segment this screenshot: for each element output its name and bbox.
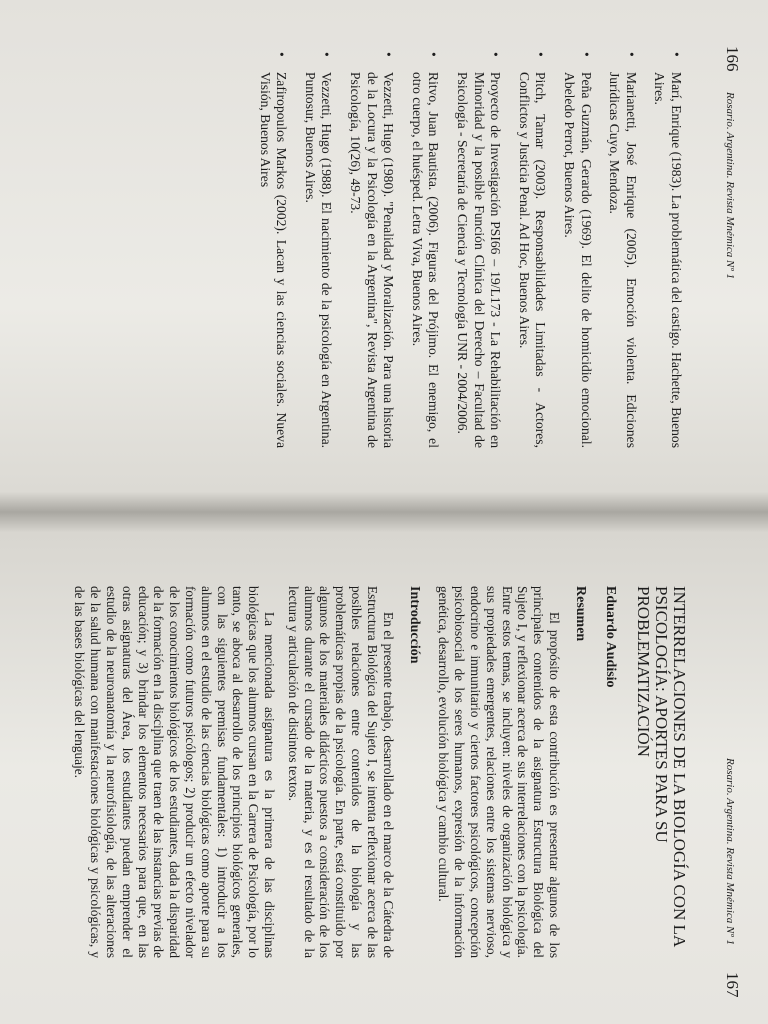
introduction-paragraph: En el presente trabajo, desarrollado en el marco de la Cátedra de Estructura Biológica del Sujeto I, se intenta reflexionar acerca de las posibles relaciones entre contenidos de la biología y las problemáticas propias de la psicología. En parte, está constituido por algunos de los materiales didácticos puestos a consideración de los alumnos durante el cursado de la materia, y es el resultado de la lectura y articulación de distintos textos. bbox=[285, 586, 396, 958]
introduction-body bbox=[72, 586, 396, 958]
bullet-icon: • bbox=[274, 52, 290, 57]
bibliography-text: Marí, Enrique (1983). La problemática del castigo. Hachette, Buenos Aires. bbox=[652, 72, 684, 448]
bullet-icon: • bbox=[488, 52, 504, 57]
bullet-icon: • bbox=[578, 52, 594, 57]
bibliography-entry bbox=[453, 52, 504, 448]
page-number-left: 166 bbox=[723, 46, 742, 72]
running-header-right: Rosario. Argentina. Revista Mnémica Nº 1 bbox=[724, 758, 736, 946]
bibliography-text: Marianetti, José Enrique (2005). Emoción violenta. Ediciones Jurídicas Cuyo, Mendoza. bbox=[607, 72, 639, 448]
bibliography-text: Zafiropoulos Markos (2002). Lacan y las ciencias sociales. Nueva Visión, Buenos Aires bbox=[257, 72, 290, 448]
left-page bbox=[0, 0, 768, 500]
introduction-paragraph: La mencionada asignatura es la primera de las disciplinas biológicas que los alumnos cursan en la Carrera de Psicología, por lo tanto, se aboca al desarrollo de los principios biológicos generales, con las siguientes premisas fundamentales: 1) introducir a los alumnos en el estudio de las ciencias biológicas como aporte para su formación como futuros psicólogos; 2) producir un efecto nivelador de los conocimientos biológicos de los estudiantes, dada la disparidad de la formación en la disciplina que traen de las instancias previas de educación; y 3) brindar los elementos necesarios para que, en las otras asignaturas del Área, los estudiantes puedan emprender el estudio de la neuroanatomía y la neurofisiología, de las alteraciones de la salud humana con manifestaciones biológicas y psicológicas, y de las bases biológicas del lenguaje. bbox=[72, 586, 278, 958]
bibliography-text: Ritvo, Juan Bautista. (2006). Figuras del Prójimo. El enemigo, el otro cuerpo, el huésped. Letra Viva, Buenos Aires. bbox=[409, 72, 442, 448]
bibliography-entry bbox=[515, 52, 549, 448]
article-body bbox=[64, 586, 688, 958]
bibliography-entry bbox=[408, 52, 442, 448]
bullet-icon: • bbox=[669, 52, 684, 57]
page-number-right: 167 bbox=[723, 972, 742, 998]
abstract-heading: Resumen bbox=[573, 586, 588, 642]
bibliography-entry bbox=[606, 52, 639, 448]
right-page bbox=[0, 524, 768, 1024]
bullet-icon: • bbox=[381, 52, 397, 57]
bibliography-text: Peña Guzmán, Gerardo (1969). El delito de homicidio emocional. Abeledo Perrot, Buenos Aires. bbox=[562, 72, 594, 448]
article-title: INTERRELACIONES DE LA BIOLOGÍA CON LA PSICOLOGÍA: APORTES PARA SU PROBLEMATIZACIÓN bbox=[634, 586, 689, 947]
bibliography-text: Pitch, Tamar (2003). Responsabilidades Limitadas - Actores, Conflictos y Justicia Penal. Ad Hoc, Buenos Aires. bbox=[516, 72, 549, 448]
bibliography-text: Proyecto de Investigación PSI66 – 19/L173 - La Rehabilitación en Minoridad y la posible Función Clínica del Derecho – Facultad de Psicología - Secretaría de Ciencia y Tecnología UNR - 2004/2006. bbox=[455, 72, 504, 448]
bullet-icon: • bbox=[533, 52, 549, 57]
bullet-icon: • bbox=[426, 52, 442, 57]
bibliography-text: Vezzetti, Hugo (1988). El nacimiento de la psicología en Argentina. Puntosur, Buenos Aires. bbox=[302, 72, 335, 448]
bibliography-entry bbox=[301, 52, 335, 448]
bibliography-text: Vezzetti, Hugo (1980). "Penalidad y Moralización. Para una historia de la Locura y la Psicología en la Argentina", Revista Argentina de Psicología, 10(26), 49-73. bbox=[348, 72, 397, 448]
introduction-heading: Introducción bbox=[406, 586, 422, 664]
article-author: Eduardo Audisio bbox=[603, 586, 618, 688]
bullet-icon: • bbox=[319, 52, 335, 57]
bullet-icon: • bbox=[623, 52, 639, 57]
bibliography-list bbox=[244, 52, 684, 448]
running-header-left: Rosario. Argentina. Revista Mnémica Nº 1 bbox=[724, 92, 736, 280]
abstract-paragraph: El propósito de esta contribución es presentar algunos de los principales contenidos de la asignatura Estructura Biológica del Sujeto I, y reflexionar acerca de sus interrelaciones con la psicología. Entre estos temas, se incluyen: niveles de organización biológica y sus propiedades emergentes, relaciones entre los sistemas nervioso, endocrino e inmunitario y ciertos factores psicológicos, concepción psicobiosocial de los seres humanos, expresión de la información genética, desarrollo, evolución biológica y cambio cultural. bbox=[436, 586, 562, 958]
bibliography-entry bbox=[651, 52, 684, 448]
bibliography-entry bbox=[256, 52, 290, 448]
bibliography-entry bbox=[347, 52, 397, 448]
bibliography-entry bbox=[560, 52, 594, 448]
